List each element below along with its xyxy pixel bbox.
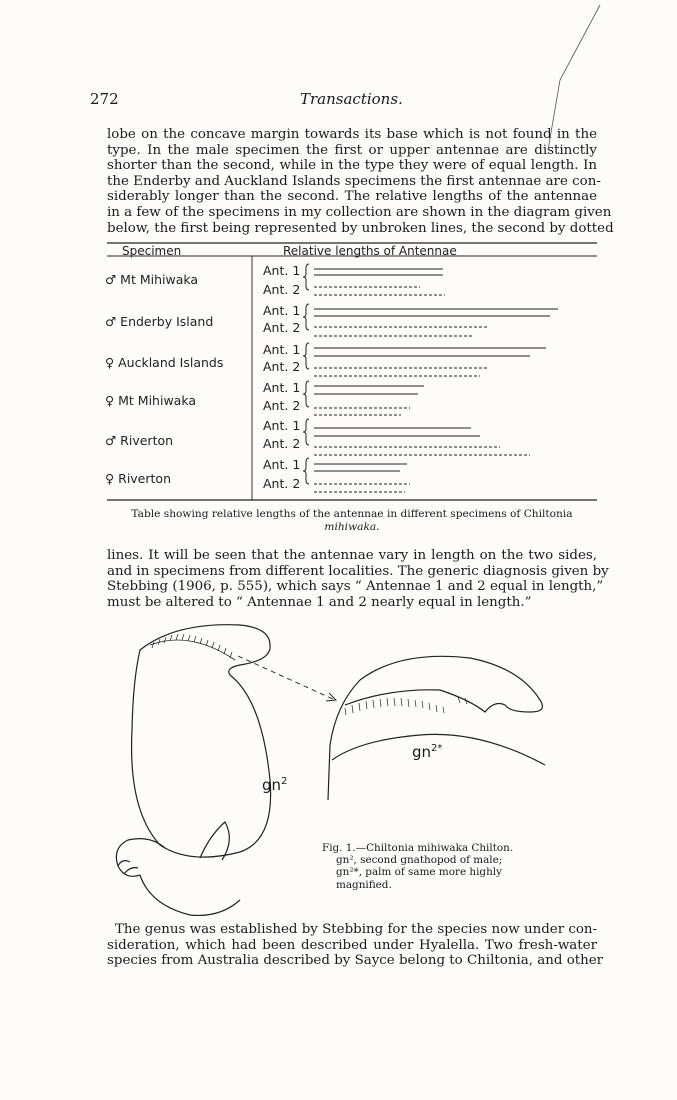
ant1-label: Ant. 1 <box>263 380 301 395</box>
ant2-label: Ant. 2 <box>263 320 301 335</box>
text-line: type. In the male specimen the first or upper antennae are distinctly <box>107 142 597 158</box>
ant1-label: Ant. 1 <box>263 263 301 278</box>
text-line: species from Australia described by Sayce belong to Chiltonia, and other <box>107 953 604 969</box>
specimen-label: ♂ Mt Mihiwaka <box>105 272 199 287</box>
caption-line: gn²*, palm of same more highly <box>336 866 502 879</box>
running-title: Transactions. <box>300 90 403 108</box>
label-text: gn <box>262 776 282 794</box>
ant2-label: Ant. 2 <box>263 398 301 413</box>
text-line: and in specimens from different localities. The generic diagnosis given by <box>107 563 609 579</box>
text-line: The genus was established by Stebbing for the species now under con- <box>115 922 598 937</box>
specimen-label: ♂ Enderby Island <box>105 314 214 329</box>
specimen-label: ♀ Riverton <box>105 471 171 486</box>
text-line: below, the first being represented by unbroken lines, the second by dotted <box>107 220 614 236</box>
ant2-label: Ant. 2 <box>263 476 301 491</box>
ant2-label: Ant. 2 <box>263 282 301 297</box>
caption-line: gn², second gnathopod of male; <box>336 854 503 867</box>
caption-line: Table showing relative lengths of the antennae in different specimens of Chiltonia <box>131 508 573 520</box>
caption-line: mihiwaka. <box>324 521 380 533</box>
text-line: siderably longer than the second. The relative lengths of the antennae <box>107 189 597 205</box>
text-line: sideration, which had been described under Hyalella. Two fresh-water <box>107 937 597 953</box>
text-line: Stebbing (1906, p. 555), which says “ Antennae 1 and 2 equal in length,” <box>107 579 604 595</box>
text-line: lobe on the concave margin towards its base which is not found in the <box>107 127 597 142</box>
text-line: must be altered to “ Antennae 1 and 2 nearly equal in length.” <box>107 594 532 610</box>
ant1-label: Ant. 1 <box>263 418 301 433</box>
column-header-specimen: Specimen <box>122 244 182 258</box>
caption-line: magnified. <box>336 878 392 891</box>
page-number: 272 <box>90 90 119 108</box>
text-line: the Enderby and Auckland Islands specimens the first antennae are con- <box>107 173 601 189</box>
ant2-label: Ant. 2 <box>263 436 301 451</box>
label-sup: 2* <box>431 743 443 754</box>
ant2-label: Ant. 2 <box>263 359 301 374</box>
label-sup: 2 <box>281 776 288 787</box>
text-line: lines. It will be seen that the antennae vary in length on the two sides, <box>107 548 597 563</box>
specimen-label: ♀ Auckland Islands <box>105 355 224 370</box>
caption-line: Fig. 1.—Chiltonia mihiwaka Chilton. <box>322 842 514 854</box>
ant1-label: Ant. 1 <box>263 342 301 357</box>
column-header-lengths: Relative lengths of Antennae <box>283 244 457 258</box>
ant1-label: Ant. 1 <box>263 303 301 318</box>
ant1-label: Ant. 1 <box>263 457 301 472</box>
text-line: in a few of the specimens in my collection are shown in the diagram given <box>107 204 612 220</box>
specimen-label: ♂ Riverton <box>105 433 174 448</box>
text-line: shorter than the second, while in the type they were of equal length. In <box>107 158 597 174</box>
label-text: gn <box>412 743 432 761</box>
specimen-label: ♀ Mt Mihiwaka <box>105 393 197 408</box>
